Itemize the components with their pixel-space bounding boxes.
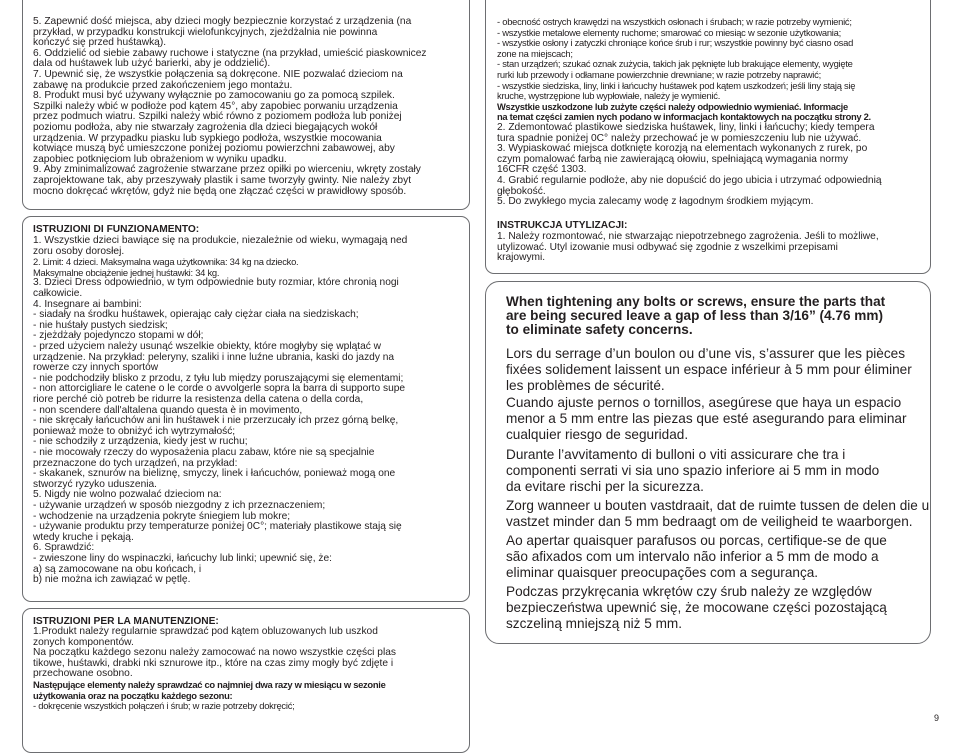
text-line: - nie podchodziły blisko z przodu, z tyłu lub między poruszającymi się elementami;	[33, 372, 404, 384]
text-line: utylizować. Utyl izowanie musi odbywać się zgodnie z wszelkimi przepisami	[497, 241, 838, 253]
text-line: na temat części zamien nych podano w informacjach kontaktowych na początku strony 2.	[497, 111, 871, 123]
text-line: 3. Dzieci Dress odpowiednio, w tym odpowiednie buty rozmiar, które chronią nogi	[33, 277, 399, 289]
text-line: 9. Aby zminimalizować zagrożenie stwarzane przez opiłki po wierceniu, wkręty zostały	[33, 164, 421, 176]
warning-english-line: When tightening any bolts or screws, ensure the parts that	[506, 294, 886, 309]
text-line: - non attorcigliare le catene o le corde o avvolgerle sopra la barra di supporto supe	[33, 383, 406, 395]
text-line: Szpilki należy wbić w podłoże pod kątem 45°, aby zapobiec porwaniu urządzenia	[33, 100, 398, 112]
text-line: tura spadnie poniżej 0C° należy przechować je w pomieszczeniu lub nie używać.	[497, 132, 862, 144]
text-line: użytkowania oraz na początku każdego sezonu:	[33, 689, 233, 701]
warning-translation-line: szczeliną mniejszą niż 5 mm.	[506, 616, 683, 631]
warning-translation-line: eliminar quaisquer preocupações com a segurança.	[506, 565, 819, 580]
warning-translation-line: bezpieczeństwa upewnić się, że mocowane części pozostającą	[506, 600, 887, 615]
text-line: - zjeżdżały pojedynczo stopami w dół;	[33, 330, 204, 342]
text-line: Następujące elementy należy sprawdzać co najmniej dwa razy w miesiącu w sezonie	[33, 679, 386, 690]
page-number: 9	[934, 713, 940, 723]
text-line: wtedy kruche i pękają.	[33, 531, 134, 543]
warning-translation-line: Zorg wanneer u bouten vastdraait, dat de ruimte tussen de delen die u	[506, 498, 930, 513]
text-line: 2. Limit: 4 dzieci. Maksymalna waga użytkownika: 34 kg na dziecko.	[33, 256, 299, 268]
warning-translation-line: vastzet minder dan 5 mm bedraagt om de veiligheid te waarborgen.	[506, 514, 913, 529]
text-line: Na początku każdego sezonu należy zamocować na nowo wszystkie części plas	[33, 647, 396, 659]
warning-translation-line: Podczas przykręcania wkrętów czy śrub należy ze względów	[506, 584, 872, 599]
text-line: - skakanek, sznurów na bieliznę, smyczy, linek i łańcuchów, ponieważ mogą one	[33, 468, 396, 480]
text-line: 1.Produkt należy regularnie sprawdzać pod kątem obluzowanych lub uszkod	[33, 626, 378, 637]
text-line: - nie huśtały pustych siedzisk;	[33, 319, 168, 331]
warning-translation-line: Lors du serrage d’un boulon ou d’une vis, s’assurer que les pièces	[506, 346, 905, 361]
text-line: 6. Oddzielić od siebie zabawy ruchowe i statyczne (na przykład, umieścić piaskownicez	[33, 47, 427, 59]
text-line: zabawę na produkcie przed zakończeniem jego montażu.	[33, 79, 293, 91]
warning-translation-line: são afixados com um intervalo não inferior a 5 mm de modo a	[506, 549, 879, 564]
text-line: - nie schodziły z urządzenia, kiedy jest w ruchu;	[33, 436, 248, 448]
text-line: a) są zamocowane na obu końcach, i	[33, 563, 202, 575]
warning-translation-line: da evitare rischi per la sicurezza.	[506, 479, 704, 494]
warning-translation-line: componenti serrati vi sia uno spazio inferiore ai 5 mm in modo	[506, 463, 880, 478]
text-line: - nie mocowały rzeczy do wyposażenia placu zabaw, które nie są specjalnie	[33, 447, 375, 458]
text-line: zonych komponentów.	[33, 636, 134, 648]
text-line: przykład, w przypadku konstrukcji wielofunkcyjnych, zjeżdżalnia nie powinna	[33, 26, 378, 38]
text-line: - wszystkie metalowe elementy ruchome; smarować co miesiąc w sezonie użytkowania;	[497, 26, 841, 38]
text-line: - wchodzenie na urządzenia pokryte śniegiem lub mokre;	[33, 510, 291, 522]
text-line: całkowicie.	[33, 288, 83, 299]
text-line: - używanie urządzeń w sposób niezgodny z ich przeznaczeniem;	[33, 500, 326, 511]
text-line: poziomu podłoża, aby nie stwarzały zagrożenia dla dzieci biegających wokół	[33, 122, 378, 133]
text-line: - stan urządzeń; szukać oznak zużycia, takich jak pęknięte lub brakujące elementy, wygięte	[497, 58, 853, 70]
text-line: 4. Grabić regularnie podłoże, aby nie dopuścić do jego ubicia i utrzymać odpowiednią	[497, 175, 882, 186]
text-line: - nie skręcały łańcuchów ani lin huśtawek i nie przerzucały ich przez górną belkę,	[33, 415, 399, 427]
text-line: 8. Produkt musi być używany wyłącznie po zamocowaniu go za pomocą szpilek.	[33, 90, 395, 102]
text-line: zaprojektowane tak, aby przeszywały plastik i same tworzyły gwinty. Nie należy zbyt	[33, 175, 412, 186]
text-line: kotwiące muszą być umieszczone poniżej poziomu powierzchni zabawowej, aby	[33, 143, 395, 155]
text-line: głębokość.	[497, 185, 546, 197]
text-line: b) nie można ich zawiązać w pętlę.	[33, 574, 191, 586]
text-line: dala od huśtawek lub użyć barierki, aby je oddzielić).	[33, 58, 271, 70]
text-line: 16CFR część 1303.	[497, 164, 587, 176]
warning-english-line: are being secured leave a gap of less than 3/16” (4.76 mm)	[506, 308, 884, 323]
text-line: Wszystkie uszkodzone lub zużyte części należy odpowiednio wymieniać. Informacje	[497, 100, 848, 112]
text-line: - non scendere dall'altalena quando questa è in movimento,	[33, 404, 303, 416]
text-line: zone na miejscach;	[497, 47, 573, 59]
warning-translation-line: les problèmes de sécurité.	[506, 378, 665, 393]
text-line: riore perché ciò potreb be ridurre la resistenza della catena o della corda,	[33, 394, 364, 405]
text-line: 3. Wypiaskować miejsca dotknięte korozją na elementach wykonanych z rurek, po	[497, 143, 868, 155]
section-heading: ISTRUZIONI PER LA MANUTENZIONE:	[33, 616, 219, 627]
text-line: 5. Do zwykłego mycia zalecamy wodę z łagodnym środkiem myjącym.	[497, 196, 814, 208]
text-line: przechowane osobno.	[33, 668, 133, 680]
text-line: rowerze czy innych sportów	[33, 362, 159, 374]
text-line: - zwieszone liny do wspinaczki, łańcuchy lub linki; upewnić się, że:	[33, 553, 332, 564]
text-line: czym pomalować farbą nie zawierającą ołowiu, spełniającą wymagania normy	[497, 153, 849, 165]
text-line: urządzenia. W przypadku piasku lub sypkiego podłoża, wszystkie mocowania	[33, 132, 382, 144]
text-line: mocno dokręcać wkrętów, gdyż nie będą one złączać części w prawidłowy sposób.	[33, 185, 407, 197]
text-line: zoru osoby dorosłej.	[33, 245, 125, 257]
text-line: - przed użyciem należy usunąć wszelkie obiekty, które mogłyby się wplątać w	[33, 341, 382, 352]
text-line: kruche, wystrzępione lub wypłowiałe, należy je wymienić.	[497, 90, 721, 102]
text-line: stworzyć ryzyko uduszenia.	[33, 478, 157, 490]
text-line: - wszystkie siedziska, liny, linki i łańcuchy huśtawek pod kątem uszkodzeń; jeśli liny stają się	[497, 79, 856, 91]
text-line: tikowe, huśtawki, drabki nki sznurowe itp., które na czas zimy mogły być zdjęte i	[33, 657, 394, 669]
text-line: krajowymi.	[497, 252, 546, 264]
text-line: kończyć się przed huśtawką).	[33, 37, 167, 49]
text-line: 1. Należy rozmontować, nie stwarzając niepotrzebnego zagrożenia. Jeśli to możliwe,	[497, 231, 879, 242]
warning-translation-line: menor a 5 mm entre las piezas que esté asegurando para eliminar	[506, 411, 907, 426]
text-line: przez podmuch wiatru. Szpilki należy wbić równo z poziomem podłoża lub poniżej	[33, 111, 402, 123]
text-line: 5. Nigdy nie wolno pozwalać dzieciom na:	[33, 489, 222, 501]
text-line: urządzenie. Na przykład: peleryny, szaliki i inne luźne ubrania, kaski do jazdy na	[33, 351, 395, 363]
warning-translation-line: Durante l’avvitamento di bulloni o viti assicurare che tra i	[506, 447, 846, 462]
text-line: Maksymalne obciążenie jednej huśtawki: 34 kg.	[33, 266, 220, 278]
text-line: 7. Upewnić się, że wszystkie połączenia są dokręcone. NIE pozwalać dzieciom na	[33, 69, 403, 80]
section-heading: INSTRUKCJA UTYLIZACJI:	[497, 220, 628, 231]
warning-translation-line: cualquier riesgo de seguridad.	[506, 427, 689, 442]
text-line: 4. Insegnare ai bambini:	[33, 298, 142, 310]
text-line: - używanie produktu przy temperaturze poniżej 0C°; materiały plastikowe stają się	[33, 521, 402, 533]
text-line: 6. Sprawdzić:	[33, 542, 95, 554]
text-line: - wszystkie osłony i zatyczki chroniące końce śrub i rur; wszystkie powinny być ciasno osad	[497, 37, 854, 49]
text-line: ponieważ może to obniżyć ich wytrzymałość;	[33, 425, 236, 437]
text-line: 2. Zdemontować plastikowe siedziska huśtawek, liny, linki i łańcuchy; kiedy tempera	[497, 122, 875, 133]
warning-english-line: to eliminate safety concerns.	[506, 322, 693, 337]
text-line: 5. Zapewnić dość miejsca, aby dzieci mogły bezpiecznie korzystać z urządzenia (na	[33, 16, 412, 27]
text-line: - obecność ostrych krawędzi na wszystkich osłonach i śrubach; w razie potrzeby wymienić;	[497, 16, 852, 27]
warning-translation-line: fixées solidement laissent un espace inférieur à 5 mm pour éliminer	[506, 362, 912, 377]
warning-translation-line: Cuando ajuste pernos o tornillos, asegúrese que haya un espacio	[506, 395, 902, 410]
text-line: - dokręcenie wszystkich połączeń i śrub; w razie potrzeby dokręcić;	[33, 700, 295, 712]
text-line: rurki lub przewody i odłamane powierzchnie drewniane; w razie potrzeby naprawić;	[497, 69, 821, 80]
section-heading: ISTRUZIONI DI FUNZIONAMENTO:	[33, 224, 200, 235]
text-line: - siadały na środku huśtawek, opierając cały ciężar ciała na siedziskach;	[33, 309, 359, 321]
text-line: 1. Wszystkie dzieci bawiące się na produkcie, niezależnie od wieku, wymagają ned	[33, 235, 408, 246]
text-line: zapobiec potknięciom lub obrażeniom w wyniku upadku.	[33, 153, 287, 165]
warning-translation-line: Ao apertar quaisquer parafusos ou porcas, certifique-se de que	[506, 533, 887, 548]
text-line: przeznaczone do tych urządzeń, na przykład:	[33, 457, 238, 469]
